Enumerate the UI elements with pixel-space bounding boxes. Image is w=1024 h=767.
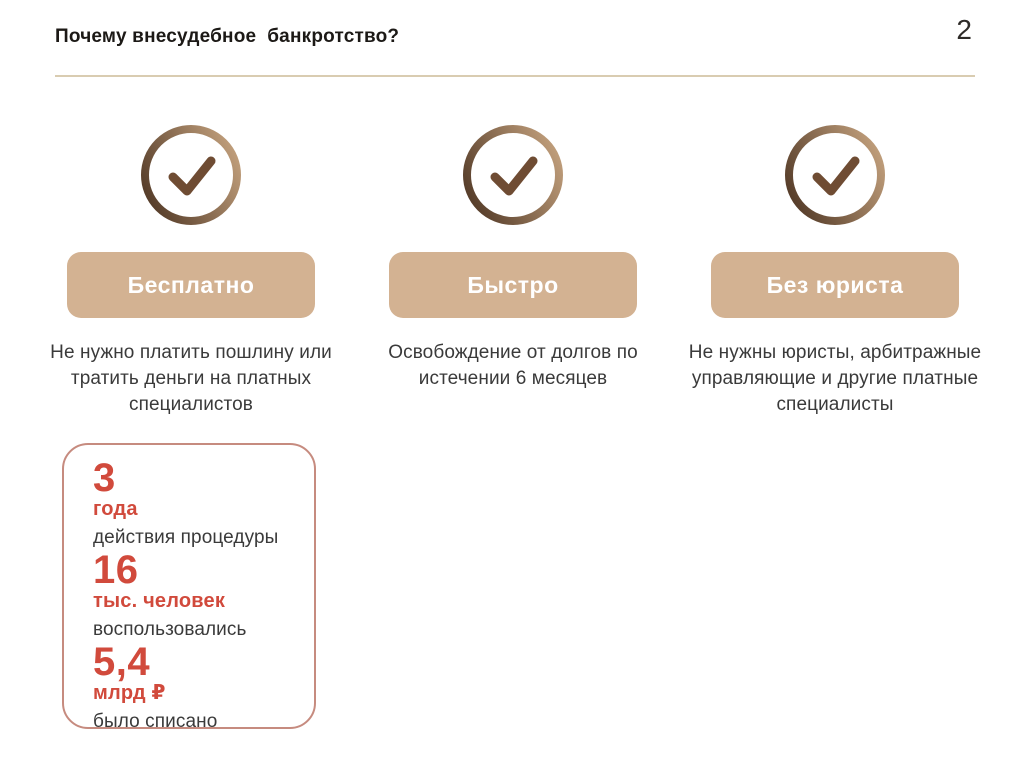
benefit-column-no-lawyer [680, 123, 990, 418]
stat-value: 16 [93, 548, 139, 592]
stat-item-years [93, 458, 294, 550]
benefit-badge-label: Без юриста [766, 271, 904, 298]
stat-value: 3 [93, 456, 116, 500]
stat-unit: года [93, 498, 138, 520]
check-circle-icon [783, 123, 887, 227]
benefit-badge-label: Бесплатно [127, 271, 255, 298]
page-number: 2 [956, 14, 972, 45]
stat-caption: было списано [93, 711, 218, 732]
benefit-badge-fast [389, 252, 637, 318]
stat-unit: млрд ₽ [93, 682, 166, 704]
benefit-badge-free [67, 252, 315, 318]
page-title: Почему внесудебное банкротство? [55, 26, 400, 47]
benefit-badge-no-lawyer [711, 252, 959, 318]
stat-caption: воспользовались [93, 619, 247, 640]
stat-value: 5,4 [93, 640, 151, 684]
benefit-description: Не нужно платить пошлину или тратить деньги на платных специалистов [50, 342, 332, 415]
benefit-column-fast [358, 123, 668, 392]
stat-item-rubles [93, 642, 294, 734]
stat-caption: действия процедуры [93, 527, 279, 548]
check-circle-icon [139, 123, 243, 227]
benefit-column-free [36, 123, 346, 418]
benefit-description: Освобождение от долгов по истечении 6 месяцев [388, 342, 638, 389]
stats-card [62, 443, 316, 732]
benefit-description: Не нужны юристы, арбитражные управляющие и другие платные специалисты [688, 342, 982, 415]
stat-unit: тыс. человек [93, 590, 226, 612]
check-circle-icon [461, 123, 565, 227]
stat-item-people [93, 550, 294, 642]
benefit-badge-label: Быстро [467, 271, 559, 298]
header-divider [55, 75, 975, 77]
